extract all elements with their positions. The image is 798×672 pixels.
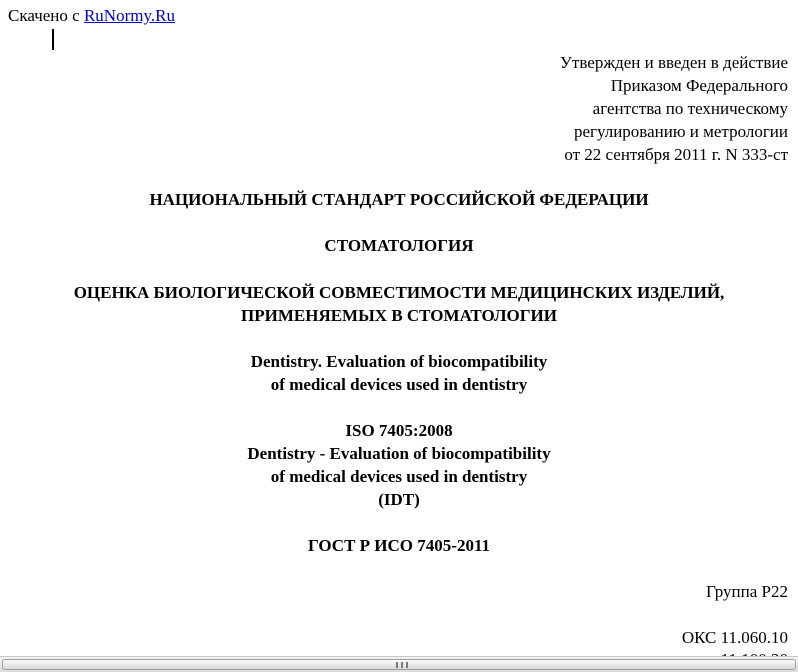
iso-line: (IDT) [378, 490, 420, 509]
oks-code: ОКС 11.060.10 [681, 628, 788, 647]
iso-line: ISO 7405:2008 [345, 421, 453, 440]
grip-icon [396, 662, 408, 668]
iso-line: Dentistry - Evaluation of biocompatibility [247, 444, 551, 463]
national-standard-title [0, 188, 798, 211]
approval-line: агентства по техническому [592, 99, 788, 118]
national-title-text: НАЦИОНАЛЬНЫЙ СТАНДАРТ РОССИЙСКОЙ ФЕДЕРАЦИИ [149, 190, 649, 209]
text-cursor [52, 29, 54, 50]
approval-line: Приказом Федерального [610, 76, 788, 95]
field-title [0, 234, 798, 257]
horizontal-scrollbar[interactable] [0, 656, 798, 672]
gost-number-text: ГОСТ Р ИСО 7405-2011 [307, 536, 491, 555]
iso-line: of medical devices used in dentistry [270, 467, 528, 486]
approval-block [388, 51, 788, 166]
english-title [0, 350, 798, 396]
iso-reference [0, 419, 798, 511]
russian-title-line: ПРИМЕНЯЕМЫХ В СТОМАТОЛОГИИ [241, 306, 557, 325]
approval-line: Утвержден и введен в действие [559, 53, 788, 72]
approval-line: регулированию и метрологии [573, 122, 788, 141]
source-line [8, 5, 175, 27]
gost-number [0, 534, 798, 557]
scrollbar-thumb[interactable] [2, 659, 796, 670]
approval-line: от 22 сентября 2011 г. N 333-ст [564, 145, 788, 164]
russian-title [0, 281, 798, 327]
source-prefix: Скачено с [8, 6, 80, 25]
field-title-text: СТОМАТОЛОГИЯ [324, 236, 474, 255]
english-title-line: Dentistry. Evaluation of biocompatibility [250, 352, 548, 371]
group-code: Группа Р22 [706, 582, 788, 601]
source-link[interactable]: RuNormy.Ru [83, 6, 175, 25]
english-title-line: of medical devices used in dentistry [270, 375, 528, 394]
russian-title-line: ОЦЕНКА БИОЛОГИЧЕСКОЙ СОВМЕСТИМОСТИ МЕДИЦИНСКИХ ИЗДЕЛИЙ, [73, 283, 725, 302]
